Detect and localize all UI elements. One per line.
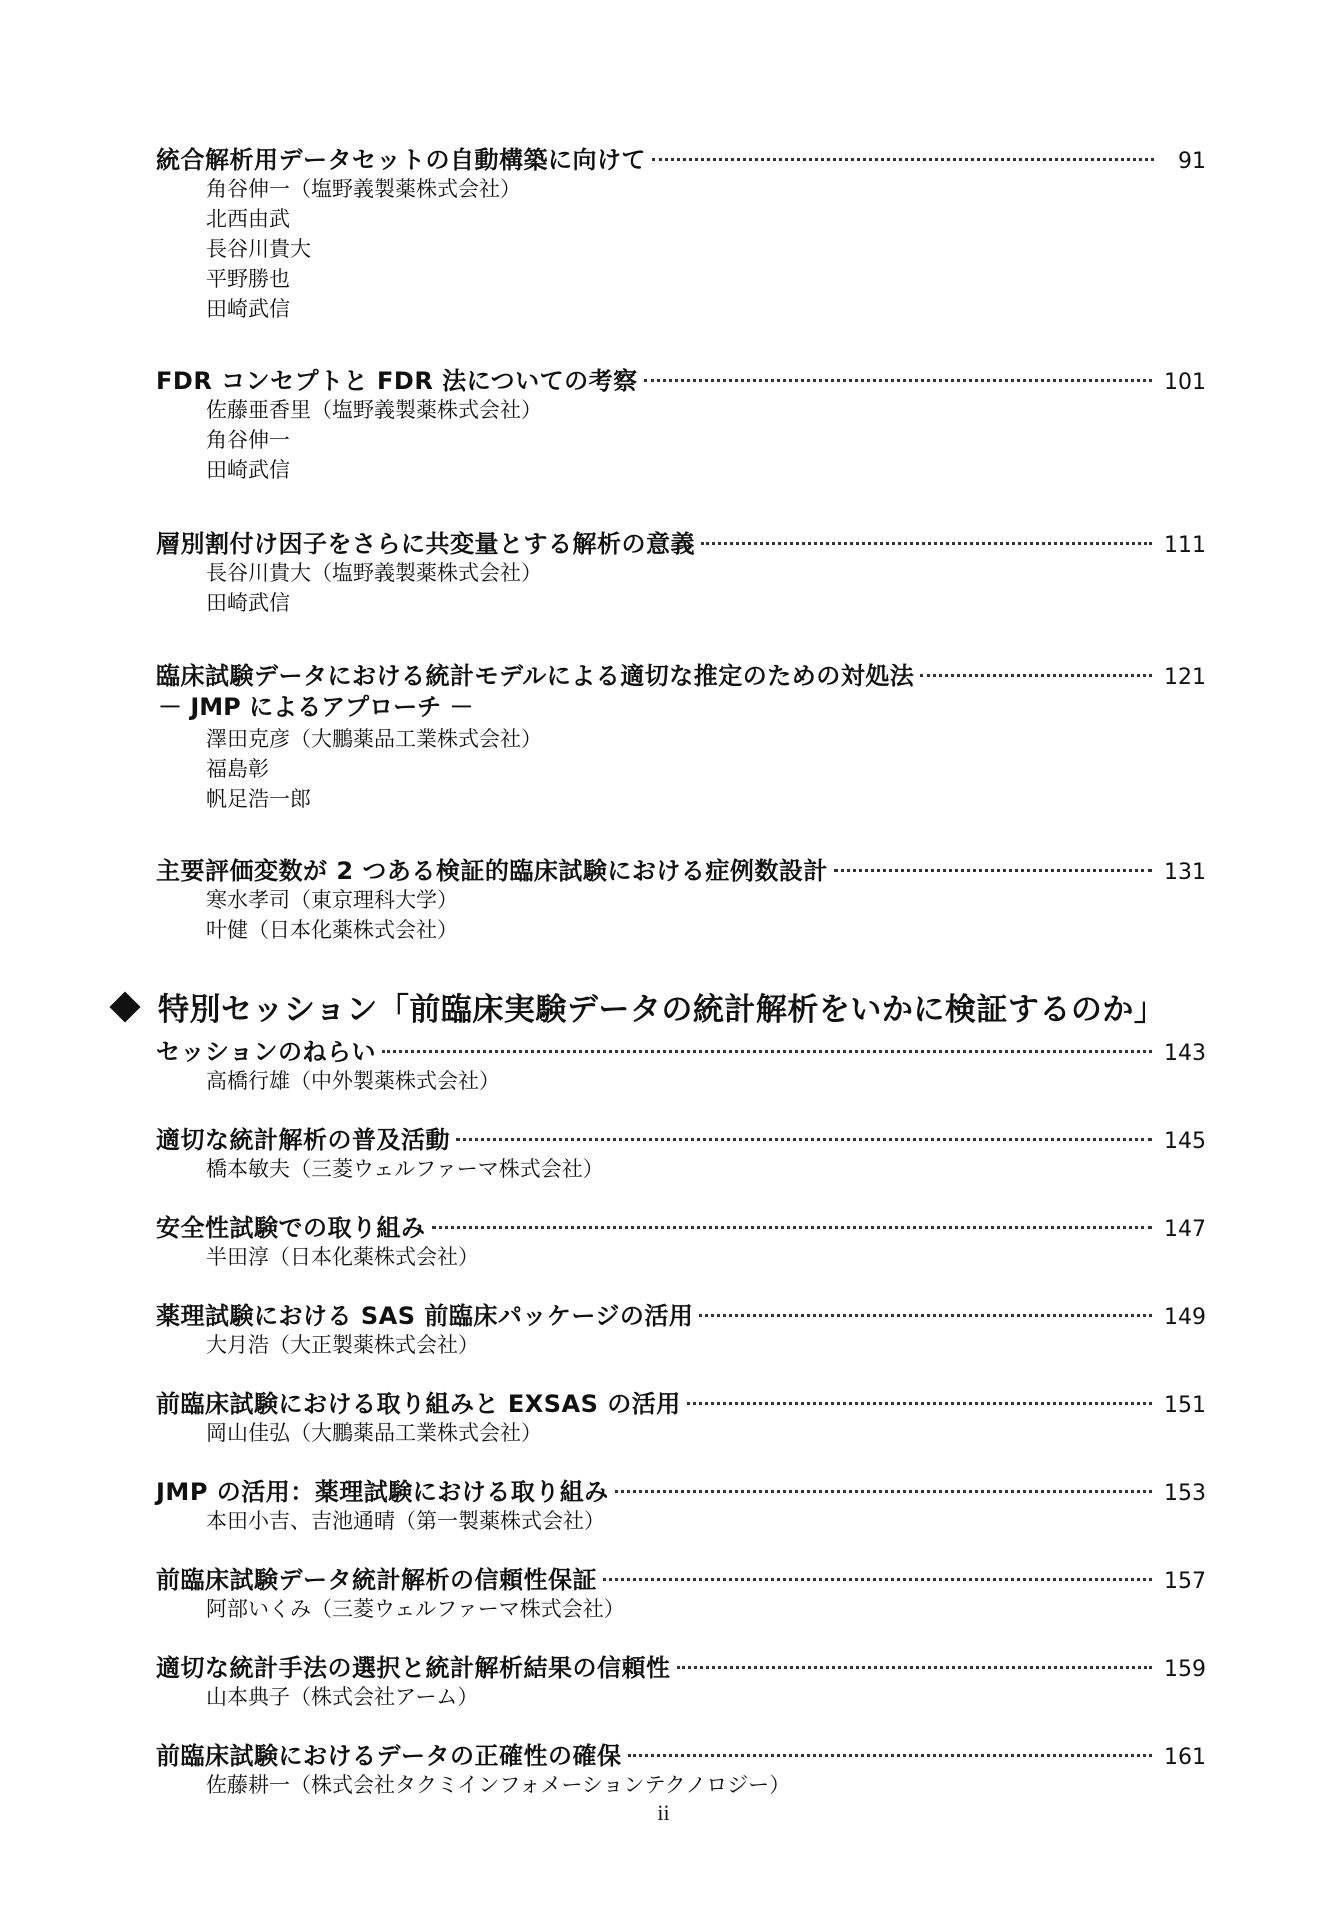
- toc-entry-title[interactable]: 適切な統計解析の普及活動: [156, 1126, 450, 1154]
- leader-dots: [615, 1490, 1152, 1493]
- toc-entry-title-row: [156, 1120, 1206, 1154]
- toc-page-number: 159: [1164, 1657, 1206, 1682]
- toc-author: 角谷伸一: [206, 428, 290, 452]
- toc-author: 叶健（日本化薬株式会社）: [206, 918, 458, 942]
- toc-entry: [156, 1472, 1206, 1536]
- leader-dots: [699, 1314, 1152, 1317]
- toc-entry-subtitle: － JMP によるアプローチ －: [158, 693, 474, 721]
- toc-entry-title-row: [156, 1736, 1206, 1770]
- toc-page-number: 153: [1164, 1481, 1206, 1506]
- toc-entry-title-row: [156, 1472, 1206, 1506]
- toc-author: 平野勝也: [206, 267, 290, 291]
- toc-author: 田崎武信: [206, 297, 290, 321]
- toc-author: 佐藤耕一（株式会社タクミインフォメーションテクノロジー）: [206, 1773, 791, 1797]
- toc-author: 田崎武信: [206, 591, 290, 615]
- toc-entry-title[interactable]: 安全性試験での取り組み: [156, 1214, 426, 1242]
- toc-entry: [156, 1736, 1206, 1800]
- toc-entry-title[interactable]: 統合解析用データセットの自動構築に向けて: [156, 146, 646, 174]
- toc-entry: [156, 1032, 1206, 1096]
- toc-page-number: 145: [1164, 1129, 1206, 1154]
- toc-author: 高橋行雄（中外製薬株式会社）: [206, 1069, 500, 1093]
- leader-dots: [382, 1050, 1152, 1053]
- toc-author: 阿部いくみ（三菱ウェルファーマ株式会社）: [206, 1597, 625, 1621]
- toc-entry: [156, 361, 1206, 485]
- toc-entry-title[interactable]: 前臨床試験における取り組みと EXSAS の活用: [156, 1390, 681, 1418]
- leader-dots: [652, 158, 1154, 161]
- toc-page-number: 157: [1164, 1569, 1206, 1594]
- page-footer-number: ii: [657, 1800, 670, 1825]
- toc-entry: [156, 1208, 1206, 1272]
- toc-entry-title-row: [156, 1384, 1206, 1418]
- toc-page-number: 101: [1164, 370, 1206, 395]
- toc-entry-title[interactable]: 主要評価変数が 2 つある検証的臨床試験における症例数設計: [156, 857, 828, 885]
- leader-dots: [677, 1666, 1153, 1669]
- toc-entry: [156, 1120, 1206, 1184]
- toc-entry: [156, 1384, 1206, 1448]
- toc-author: 寒水孝司（東京理科大学）: [206, 888, 458, 912]
- toc-entry-title-row: [156, 524, 1206, 558]
- toc-author: 本田小吉、吉池通晴（第一製薬株式会社）: [206, 1509, 605, 1533]
- toc-author: 澤田克彦（大鵬薬品工業株式会社）: [206, 727, 542, 751]
- toc-entry-title-row: [156, 1648, 1206, 1682]
- toc-entry: [156, 1296, 1206, 1360]
- leader-dots: [920, 674, 1152, 677]
- toc-entry-title[interactable]: セッションのねらい: [156, 1038, 377, 1066]
- toc-author: 橋本敏夫（三菱ウェルファーマ株式会社）: [206, 1157, 604, 1181]
- toc-entry: [156, 656, 1206, 814]
- toc-entry-title-row: [156, 1208, 1206, 1242]
- leader-dots: [603, 1578, 1152, 1581]
- toc-entry-title[interactable]: 前臨床試験におけるデータの正確性の確保: [156, 1742, 622, 1770]
- toc-page-number: 161: [1164, 1745, 1206, 1770]
- toc-entry-title-row: [156, 1560, 1206, 1594]
- toc-entry-title-row: [156, 656, 1206, 690]
- toc-page-number: 131: [1164, 860, 1206, 885]
- toc-author: 山本典子（株式会社アーム）: [206, 1685, 479, 1709]
- toc-author: 田崎武信: [206, 458, 290, 482]
- toc-entry-title-row: [156, 1032, 1206, 1066]
- toc-entry: [156, 1648, 1206, 1712]
- toc-entry-title[interactable]: 層別割付け因子をさらに共変量とする解析の意義: [156, 530, 695, 558]
- leader-dots: [432, 1226, 1153, 1229]
- toc-author: 帆足浩一郎: [206, 787, 311, 811]
- toc-entry-title-row: [156, 361, 1206, 395]
- toc-entry-title[interactable]: JMP の活用：薬理試験における取り組み: [156, 1478, 609, 1506]
- toc-entry-title[interactable]: 薬理試験における SAS 前臨床パッケージの活用: [156, 1302, 694, 1330]
- leader-dots: [687, 1402, 1152, 1405]
- toc-entry: [156, 140, 1206, 324]
- toc-author: 福島彰: [206, 757, 269, 781]
- leader-dots: [834, 869, 1152, 872]
- toc-entry: [156, 851, 1206, 945]
- diamond-bullet-icon: [109, 991, 140, 1022]
- toc-entry-title-row: [156, 140, 1206, 174]
- toc-entry-title[interactable]: 適切な統計手法の選択と統計解析結果の信頼性: [156, 1654, 671, 1682]
- toc-author: 岡山佳弘（大鵬薬品工業株式会社）: [206, 1421, 542, 1445]
- leader-dots: [456, 1138, 1152, 1141]
- toc-entry-title-row: [156, 851, 1206, 885]
- toc-author: 大月浩（大正製薬株式会社）: [206, 1333, 479, 1357]
- toc-entry-title[interactable]: 前臨床試験データ統計解析の信頼性保証: [156, 1566, 597, 1594]
- toc-entry: [156, 1560, 1206, 1624]
- toc-page-number: 143: [1164, 1041, 1206, 1066]
- toc-page-number: 111: [1164, 533, 1206, 558]
- toc-page-number: 147: [1164, 1217, 1206, 1242]
- section-title[interactable]: 特別セッション「前臨床実験データの統計解析をいかに検証するのか」: [158, 992, 1166, 1028]
- section-heading: [108, 984, 1165, 1029]
- toc-page-number: 121: [1164, 665, 1206, 690]
- toc-page-number: 91: [1178, 149, 1206, 174]
- leader-dots: [628, 1754, 1153, 1757]
- toc-author: 半田淳（日本化薬株式会社）: [206, 1245, 479, 1269]
- toc-author: 佐藤亜香里（塩野義製薬株式会社）: [206, 398, 542, 422]
- toc-author: 角谷伸一（塩野義製薬株式会社）: [206, 177, 521, 201]
- toc-entry-title[interactable]: 臨床試験データにおける統計モデルによる適切な推定のための対処法: [156, 662, 915, 690]
- toc-page-number: 149: [1164, 1305, 1206, 1330]
- toc-author: 長谷川貴大（塩野義製薬株式会社）: [206, 561, 542, 585]
- toc-page-number: 151: [1164, 1393, 1206, 1418]
- toc-entry-title[interactable]: FDR コンセプトと FDR 法についての考察: [156, 367, 638, 395]
- toc-author: 北西由武: [206, 207, 290, 231]
- leader-dots: [644, 379, 1152, 382]
- toc-entry: [156, 524, 1206, 618]
- leader-dots: [701, 542, 1152, 545]
- toc-author: 長谷川貴大: [206, 237, 311, 261]
- toc-entry-title-row: [156, 1296, 1206, 1330]
